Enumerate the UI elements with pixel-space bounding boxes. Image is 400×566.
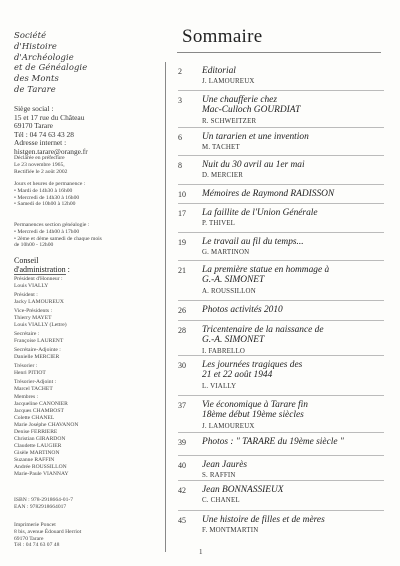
society-name	[14, 30, 134, 95]
board-members-list	[14, 276, 154, 478]
toc-title	[202, 325, 387, 346]
toc-separator	[178, 184, 384, 185]
printer-line: 8 bis, avenue Édouard Herriot	[14, 528, 82, 535]
toc-separator	[178, 355, 384, 356]
board-line: Thierry MAYET	[14, 314, 52, 321]
toc-author: A. ROUSSILLON	[202, 287, 256, 295]
toc-author: D. MERCIER	[202, 172, 244, 180]
toc-title	[202, 208, 387, 218]
hours-line: • Mercredi de 14h30 à 16h00	[14, 194, 80, 201]
column-divider	[165, 62, 166, 552]
siege-line: Siège social :	[14, 104, 54, 113]
society-line: d'Histoire	[14, 40, 57, 51]
toc-author: F. MONTMARTIN	[202, 527, 259, 535]
toc-separator	[178, 232, 384, 233]
society-line: de Tarare	[14, 83, 56, 94]
toc-title-line: Une histoire de filles et de mères	[202, 515, 325, 525]
toc-separator	[178, 155, 384, 156]
perm-line: Permanences section généalogie :	[14, 222, 90, 228]
toc-author: R. SCHWEITZER	[202, 117, 257, 125]
toc-page-number: 40	[178, 461, 186, 470]
toc-title	[202, 400, 387, 421]
isbn-line: ISBN : 978-2918664-01-7	[14, 497, 74, 503]
board-divider	[14, 274, 66, 275]
toc-title	[202, 360, 387, 381]
board-line: Louis VIALLY	[14, 283, 49, 290]
board-line: Vice-Présidents :	[14, 308, 53, 314]
toc-page-number: 10	[178, 190, 186, 199]
toc-title-line: Tricentenaire de la naissance de	[202, 325, 324, 335]
toc-separator	[178, 510, 384, 511]
toc-title-line: Le travail au fil du temps...	[202, 237, 304, 247]
toc-title	[202, 515, 387, 525]
society-line: des Monts	[14, 73, 59, 84]
board-line: Gisèle MARTINON	[14, 450, 60, 457]
board-title: Conseil	[14, 256, 39, 265]
toc-separator	[178, 260, 384, 261]
toc-page-number: 8	[178, 161, 182, 170]
society-line: Société	[14, 30, 47, 40]
ean-line: EAN : 9782918664017	[14, 503, 67, 510]
toc-author: P. THIVEL	[202, 220, 236, 228]
toc-title	[202, 485, 387, 495]
board-line: Membres :	[14, 394, 39, 401]
printer-line: 69170 Tarare	[14, 535, 44, 542]
toc-title-line: Une chaufferie chez	[202, 95, 277, 105]
board-line: Jacky LAMOUREUX	[14, 299, 64, 306]
toc-author: L. VIALLY	[202, 382, 237, 390]
toc-title-line: Photos activités 2010	[202, 305, 283, 315]
society-line: et de Généalogie	[14, 62, 88, 73]
printer-line: Imprimerie Poncet	[14, 522, 56, 528]
toc-separator	[178, 90, 384, 91]
toc-title-line: Mémoires de Raymond RADISSON	[202, 189, 335, 199]
printer-line: Tél : 04 74 63 07 48	[14, 542, 60, 549]
board-line: Christian GIRARDON	[14, 436, 66, 443]
siege-line: 15 et 17 rue du Château	[14, 112, 85, 122]
toc-title-line: Les journées tragiques des	[202, 360, 303, 370]
toc-title-line: Nuit du 30 avril au 1er mai	[202, 160, 305, 170]
toc-page-number: 17	[178, 209, 186, 218]
declaration-line: Le 23 novembre 1965,	[14, 161, 65, 168]
printer-block	[14, 522, 154, 549]
toc-separator	[178, 432, 384, 433]
board-line: Colette CHANEL	[14, 415, 55, 422]
board-line: Louis VIALLY (Lettre)	[14, 321, 67, 328]
toc-title	[202, 305, 387, 315]
toc-page-number: 26	[178, 306, 186, 315]
hours-line: • Samedi de 10h00 à 12h00	[14, 201, 76, 208]
toc-title-line: G.-A. SIMONET	[202, 275, 265, 286]
siege-social	[14, 105, 154, 157]
toc-title	[202, 437, 387, 447]
board-line: Président :	[14, 292, 38, 299]
toc-title-line: Un tararien et une invention	[202, 132, 309, 142]
declaration-block	[14, 155, 154, 175]
board-line: Secrétaire :	[14, 330, 40, 337]
toc-title	[202, 237, 387, 247]
toc-page-number: 30	[178, 361, 186, 370]
toc-page-number: 6	[178, 133, 182, 142]
title-divider	[177, 52, 381, 53]
toc-separator	[178, 455, 384, 456]
toc-separator	[178, 300, 384, 301]
toc-page-number: 19	[178, 238, 186, 247]
toc-author: J. LAMOUREUX	[202, 422, 255, 430]
toc-title-line: Jean BONNASSIEUX	[202, 485, 284, 495]
board-line: Jacqueline CANONIER	[14, 401, 68, 408]
board-line: Secrétaire-Adjointe :	[14, 346, 61, 353]
toc-title-line: G.-A. SIMONET	[202, 335, 265, 346]
genealogy-permanence	[14, 222, 159, 249]
toc-title-line: Mac-Culloch GOURDIAT	[202, 105, 301, 116]
toc-page-number: 42	[178, 486, 186, 495]
toc-title-line: La faillite de l'Union Générale	[202, 208, 318, 218]
toc-page-number: 2	[178, 67, 182, 76]
toc-page-number: 21	[178, 266, 186, 275]
toc-page-number: 37	[178, 401, 186, 410]
permanence-hours	[14, 181, 154, 208]
society-line: d'Archéologie	[14, 51, 74, 62]
siege-line: Adresse internet :	[14, 138, 67, 148]
toc-separator	[178, 480, 384, 481]
toc-separator	[178, 127, 384, 128]
hours-line: • Mardi de 14h30 à 16h00	[14, 187, 73, 194]
hours-line: Jours et heures de permanence :	[14, 181, 86, 187]
toc-title-line: 21 et 22 août 1944	[202, 370, 273, 381]
perm-line: • 2ème et 4ème samedi de chaque mois	[14, 235, 102, 242]
toc-author: I. FABRELLO	[202, 347, 246, 355]
toc-separator	[178, 320, 384, 321]
toc-author: M. TACHET	[202, 144, 240, 152]
board-line: Marcel TACHET	[14, 385, 53, 392]
toc-page-number: 45	[178, 516, 186, 525]
board-line: Marie Joséphe CHAVANON	[14, 422, 79, 429]
isbn-block	[14, 497, 154, 511]
toc-title	[202, 460, 387, 470]
board-line: Jacques CHAMBOST	[14, 408, 64, 415]
toc-author: J. LAMOUREUX	[202, 78, 255, 86]
board-line: Marie-Paule VIANNAY	[14, 470, 69, 477]
toc-title-line: Editorial	[202, 66, 236, 76]
declaration-line: Rectifiée le 2 août 2002	[14, 168, 68, 175]
perm-line: • Mercredi de 14h00 à 17h00	[14, 228, 80, 235]
board-line: Andrée ROUSSILLON	[14, 464, 67, 471]
toc-title	[202, 95, 387, 116]
toc-page-number: 28	[178, 326, 186, 335]
toc-title	[202, 265, 387, 286]
board-line: Denise FERRIERE	[14, 429, 58, 436]
toc-title	[202, 132, 387, 142]
siege-line: histgen.tarare@orange.fr	[14, 146, 88, 156]
board-line: Danielle MERCIER	[14, 353, 60, 360]
toc-title-line: La première statue en hommage à	[202, 265, 330, 275]
toc-title-line: Vie économique à Tarare fin	[202, 400, 308, 410]
toc-title-line: Photos : " TARARE du 19ème siècle "	[202, 437, 344, 447]
toc-separator	[178, 395, 384, 396]
perm-line: de 10h00 - 12h00	[14, 242, 54, 249]
board-line: Claudette LAUGIER	[14, 443, 62, 450]
toc-author: C. CHANEL	[202, 497, 240, 505]
board-title: d'administration :	[14, 264, 70, 274]
board-line: Françoise LAURENT	[14, 337, 64, 344]
toc-title-line: Jean Jaurès	[202, 460, 248, 470]
toc-page-number: 3	[178, 96, 182, 105]
siege-line: 69170 Tarare	[14, 121, 53, 131]
toc-title	[202, 189, 387, 199]
siege-line: Tél : 04 74 63 43 28	[14, 129, 74, 139]
toc-author: S. RAFFIN	[202, 472, 236, 480]
toc-author: G. MARTINON	[202, 249, 250, 257]
board-line: Trésorier-Adjoint :	[14, 378, 57, 385]
board-line: Trésorier :	[14, 362, 38, 369]
toc-title	[202, 160, 387, 170]
board-line: Suzanne RAFFIN	[14, 457, 55, 464]
declaration-line: Déclarée en préfecture	[14, 155, 65, 161]
toc-title	[202, 66, 387, 76]
toc-title-line: 18ème début 19ème siècles	[202, 410, 304, 421]
board-line: Henri PITIOT	[14, 369, 46, 376]
board-of-directors	[14, 257, 154, 478]
board-line: Président d'Honneur :	[14, 276, 63, 283]
page-title: Sommaire	[182, 26, 263, 47]
page-number: 1	[199, 548, 203, 556]
toc-separator	[178, 203, 384, 204]
toc-page-number: 39	[178, 438, 186, 447]
